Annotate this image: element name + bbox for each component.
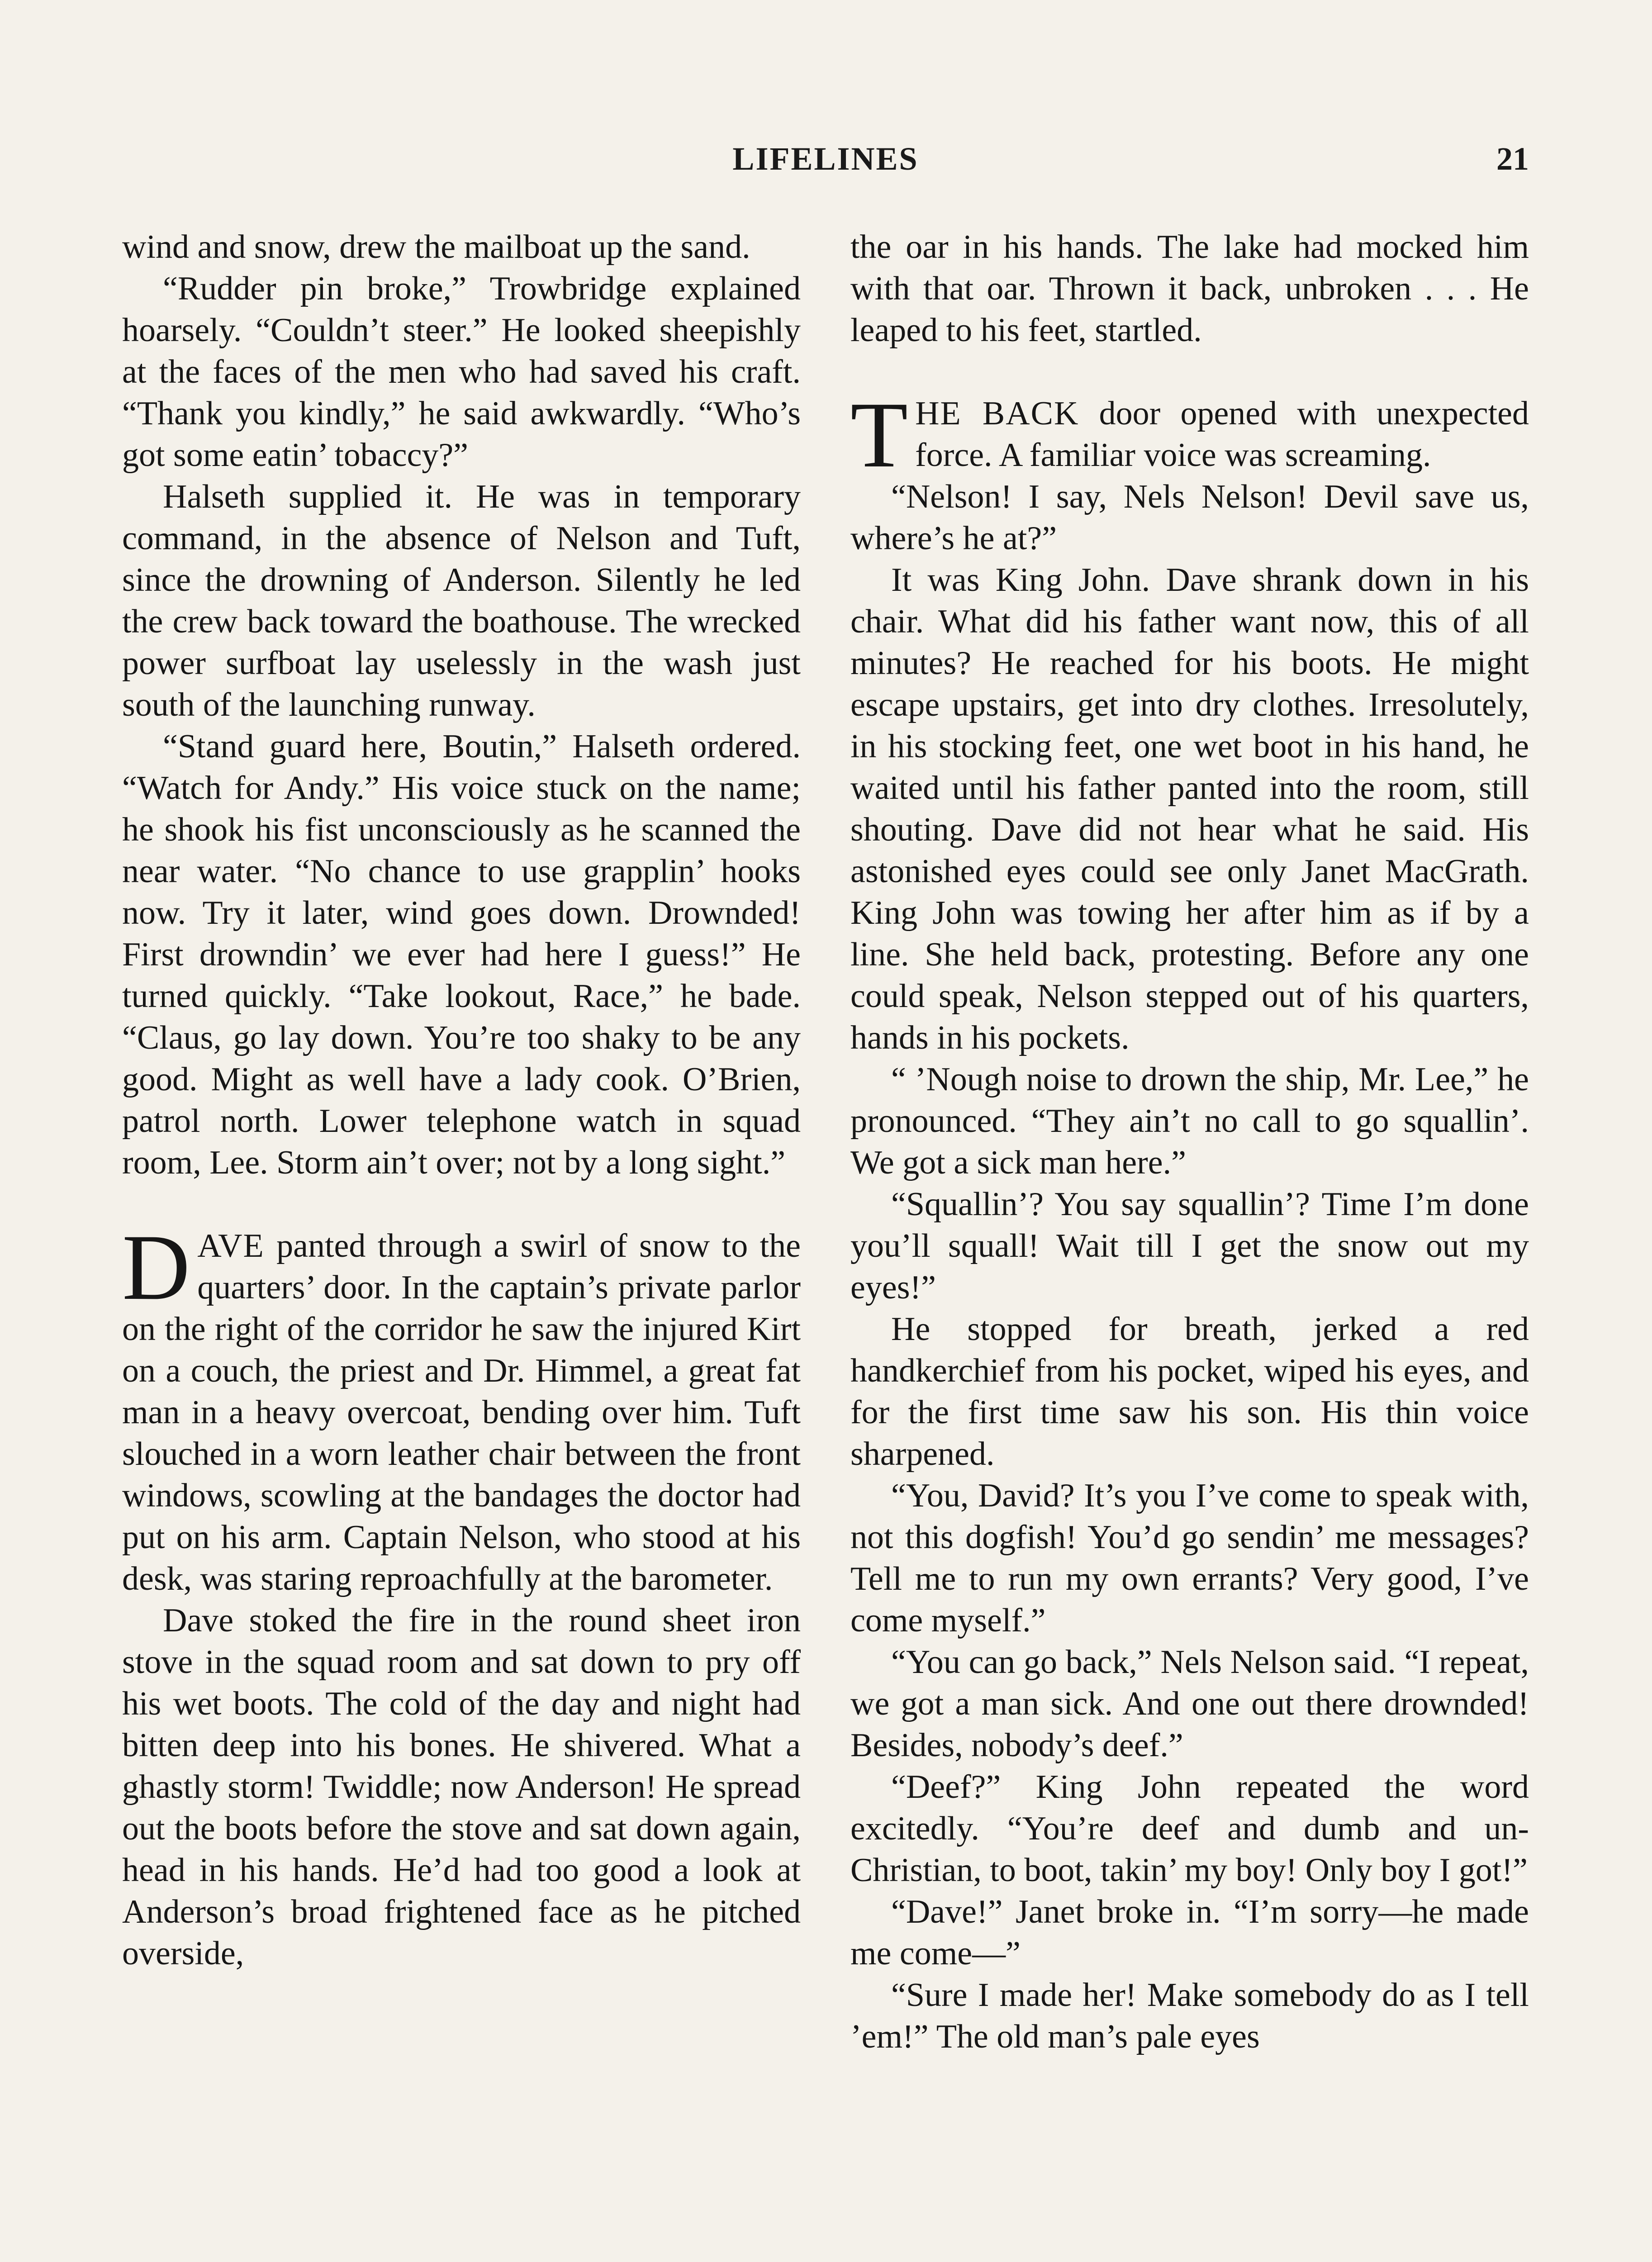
- page-header: [122, 140, 1529, 185]
- left-column: [122, 226, 801, 1974]
- paragraph: “You can go back,” Nels Nelson said. “I repeat, we got a man sick. And one out there drownded! Besides, nobody’s deef.”: [850, 1644, 1529, 1764]
- paragraph: “Squallin’? You say squallin’? Time I’m done you’ll squall! Wait till I get the snow out my eyes!”: [850, 1186, 1529, 1306]
- paragraph: “Dave!” Janet broke in. “I’m sorry—he made me come—”: [850, 1893, 1529, 1972]
- running-title: LIFELINES: [732, 141, 919, 177]
- paragraph-text: panted through a swirl of snow to the quarters’ door. In the captain’s private parlor on the right of the corridor he saw the injured Kirt on a couch, the priest and Dr. Himmel, a great fat man in a heavy overcoat, bending over him. Tuft slouched in a worn leather chair between the front windows, scowling at the bandages the doctor had put on his arm. Captain Nelson, who stood at his desk, was staring reproachfully at the barometer.: [122, 1227, 801, 1597]
- paragraph: “Deef?” King John repeated the word excitedly. “You’re deef and dumb and un-Christian, to boot, takin’ my boy! Only boy I got!”: [850, 1768, 1529, 1889]
- paragraph: “ ’Nough noise to drown the ship, Mr. Lee,” he pronounced. “They ain’t no call to go squallin’. We got a sick man here.”: [850, 1061, 1529, 1181]
- paragraph: “Rudder pin broke,” Trowbridge explained hoarsely. “Couldn’t steer.” He looked sheepishly at the faces of the men who had saved his craft. “Thank you kindly,” he said awkwardly. “Who’s got some eatin’ tobaccy?”: [122, 270, 801, 474]
- paragraph: “You, David? It’s you I’ve come to speak with, not this dogfish! You’d go sendin’ me messages? Tell me to run my own errants? Very good, I’ve come myself.”: [850, 1477, 1529, 1639]
- lead-in-smallcaps: AVE: [197, 1227, 265, 1264]
- paragraph: Dave stoked the fire in the round sheet iron stove in the squad room and sat down to pry off his wet boots. The cold of the day and night had bitten deep into his bones. He shivered. What a ghastly storm! Twiddle; now Anderson! He spread out the boots before the stove and sat down again, head in his hands. He’d had too good a look at Anderson’s broad frightened face as he pitched overside,: [122, 1602, 801, 1972]
- paragraph-text: door opened with unexpected force. A familiar voice was screaming.: [915, 395, 1529, 474]
- paragraph: “Stand guard here, Boutin,” Halseth ordered. “Watch for Andy.” His voice stuck on the name; he shook his fist unconsciously as he scanned the near water. “No chance to use grapplin’ hooks now. Try it later, wind goes down. Drownded! First drowndin’ we ever had here I guess!” He turned quickly. “Take lookout, Race,” he bade. “Claus, go lay down. You’re too shaky to be any good. Might as well have a lady cook. O’Brien, patrol north. Lower telephone watch in squad room, Lee. Storm ain’t over; not by a long sight.”: [122, 728, 801, 1181]
- paragraph: wind and snow, drew the mailboat up the sand.: [122, 228, 750, 266]
- paragraph: Halseth supplied it. He was in temporary command, in the absence of Nelson and Tuft, since the drowning of Anderson. Silently he led the crew back toward the boathouse. The wrecked power surfboat lay uselessly in the wash just south of the launching runway.: [122, 478, 801, 723]
- paragraph: “Sure I made her! Make somebody do as I tell ’em!” The old man’s pale eyes: [850, 1977, 1529, 2055]
- section-opening-paragraph: [122, 1215, 801, 1600]
- drop-cap: T: [850, 383, 908, 487]
- paragraph: the oar in his hands. The lake had mocked him with that oar. Thrown it back, unbroken . . . He leaped to his feet, startled.: [850, 228, 1529, 349]
- paragraph: It was King John. Dave shrank down in his chair. What did his father want now, this of all minutes? He reached for his boots. He might escape upstairs, get into dry clothes. Irresolutely, in his stocking feet, one wet boot in his hand, he waited until his father panted into the room, still shouting. Dave did not hear what he said. His astonished eyes could see only Janet MacGrath. King John was towing her after him as if by a line. She held back, protesting. Before any one could speak, Nelson stepped out of his quarters, hands in his pockets.: [850, 561, 1529, 1056]
- drop-cap: D: [122, 1215, 190, 1319]
- page-number: 21: [1496, 141, 1529, 177]
- paragraph: “Nelson! I say, Nels Nelson! Devil save us, where’s he at?”: [850, 478, 1529, 557]
- right-column: [850, 226, 1529, 2058]
- lead-in-smallcaps: HE BACK: [915, 395, 1079, 432]
- section-opening-paragraph: [850, 383, 1529, 487]
- paragraph: He stopped for breath, jerked a red handkerchief from his pocket, wiped his eyes, and for the first time saw his son. His thin voice sharpened.: [850, 1311, 1529, 1473]
